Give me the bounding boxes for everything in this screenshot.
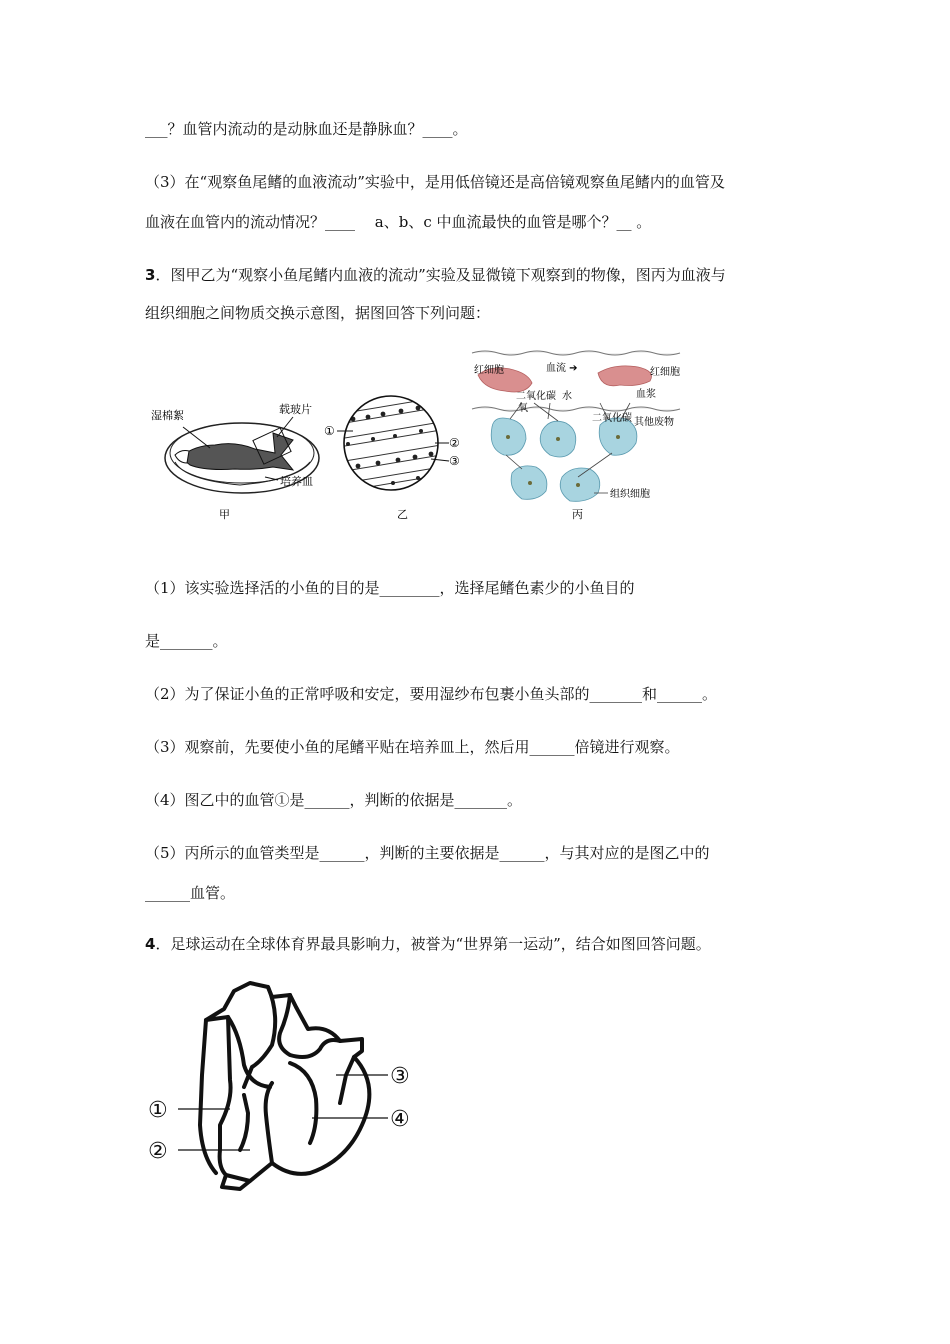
label-tissue-cell: 组织细胞 xyxy=(610,489,650,500)
label-co2-b: 二氧化碳 xyxy=(592,413,632,424)
heart-label-4: ④ xyxy=(390,1107,410,1132)
figure-yi-microscope-view xyxy=(323,345,463,525)
heart-label-2: ② xyxy=(148,1139,168,1164)
label-wet-cotton: 湿棉絮 xyxy=(151,409,184,422)
question-4-number: 4 xyxy=(145,935,156,953)
question-3-stem-line-2: 组织细胞之间物质交换示意图，据图回答下列问题： xyxy=(145,304,491,322)
question-3-part-1-line-1: （1）该实验选择活的小鱼的目的是________，选择尾鳍色素少的小鱼目的 xyxy=(145,579,635,597)
question-4-stem-text: ．足球运动在全球体育界最具影响力，被誉为“世界第一运动”，结合如图回答问题。 xyxy=(155,935,711,953)
question-3-part-1-line-2: 是_______。 xyxy=(145,632,228,650)
label-water: 水 xyxy=(562,391,572,402)
label-rbc-left: 红细胞 xyxy=(474,365,504,376)
heart-label-1: ① xyxy=(148,1098,168,1123)
label-yi-3: ③ xyxy=(449,454,460,468)
label-yi-2: ② xyxy=(449,436,460,450)
question-2-part-3-line-1: （3）在“观察鱼尾鳍的血液流动”实验中，是用低倍镜还是高倍镜观察鱼尾鳍内的血管及 xyxy=(145,173,725,191)
question-3-number: 3 xyxy=(145,266,156,284)
heart-label-3: ③ xyxy=(390,1064,410,1089)
question-3-stem-text: ．图甲乙为“观察小鱼尾鳍内血液的流动”实验及显微镜下观察到的物像，图丙为血液与 xyxy=(155,266,726,284)
question-3-part-2: （2）为了保证小鱼的正常呼吸和安定，要用湿纱布包裹小鱼头部的_______和______。 xyxy=(145,685,718,703)
figure-bing-exchange xyxy=(470,345,690,525)
label-petri-dish: 培养皿 xyxy=(280,475,313,488)
figure-jia-fish-dish xyxy=(145,345,335,525)
label-yi-1: ① xyxy=(324,424,335,438)
label-rbc-right: 红细胞 xyxy=(650,367,680,378)
caption-yi: 乙 xyxy=(397,508,408,521)
label-slide: 载玻片 xyxy=(279,403,312,416)
caption-jia: 甲 xyxy=(219,508,230,521)
question-3-part-5-line-2: ______血管。 xyxy=(145,884,236,902)
text-line-1: ___？血管内流动的是动脉血还是静脉血？____。 xyxy=(145,120,468,138)
label-blood-flow: 血流 ➔ xyxy=(546,363,578,374)
question-3-stem-line-1 xyxy=(145,265,726,285)
label-co2: 二氧化碳 xyxy=(516,391,556,402)
question-4-stem xyxy=(145,934,711,954)
question-2-part-3-line-2: 血液在血管内的流动情况？____ a、b、c 中血流最快的血管是哪个？__ 。 xyxy=(145,213,652,231)
question-3-part-4: （4）图乙中的血管①是______，判断的依据是_______。 xyxy=(145,791,523,809)
label-oxygen: 氧 xyxy=(518,403,528,414)
question-3-part-3: （3）观察前，先要使小鱼的尾鳍平贴在培养皿上，然后用______倍镜进行观察。 xyxy=(145,738,680,756)
label-other-waste: 其他废物 xyxy=(634,417,674,428)
question-3-part-5-line-1: （5）丙所示的血管类型是______，判断的主要依据是______，与其对应的是图乙中的 xyxy=(145,844,710,862)
caption-bing: 丙 xyxy=(572,508,583,521)
figure-heart xyxy=(140,975,430,1205)
label-plasma: 血浆 xyxy=(636,389,656,400)
